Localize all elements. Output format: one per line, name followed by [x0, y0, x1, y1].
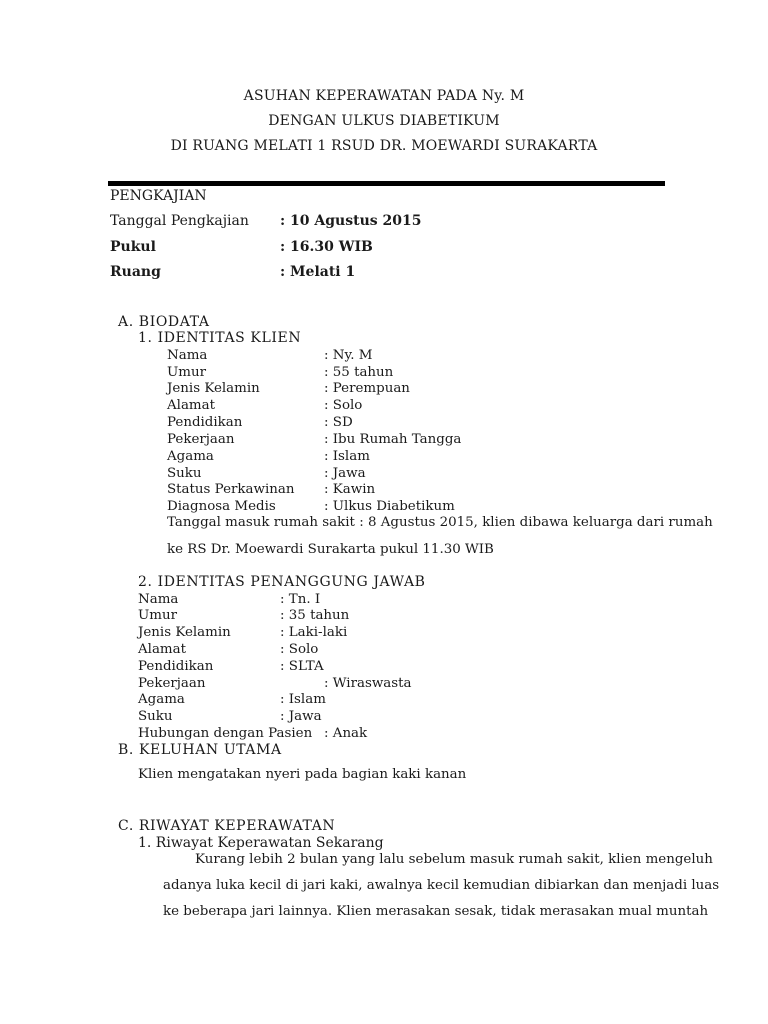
- penanggung-label: Hubungan dengan Pasien: [138, 726, 313, 741]
- klien-label: Alamat: [167, 398, 215, 413]
- penanggung-value: : Anak: [324, 726, 368, 741]
- klien-label: Diagnosa Medis: [167, 499, 276, 514]
- penanggung-value: : Islam: [280, 692, 326, 707]
- doc-title-line-1: ASUHAN KEPERAWATAN PADA Ny. M: [243, 88, 525, 104]
- klien-label: Jenis Kelamin: [167, 381, 260, 396]
- penanggung-label: Agama: [138, 692, 185, 707]
- klien-value: : Islam: [324, 449, 370, 464]
- penanggung-value: : Wiraswasta: [324, 676, 412, 691]
- keluhan-utama-text: Klien mengatakan nyeri pada bagian kaki kanan: [138, 767, 467, 782]
- klien-value: : Ibu Rumah Tangga: [324, 432, 462, 447]
- penanggung-label: Umur: [138, 608, 178, 623]
- keluhan-utama-heading: B. KELUHAN UTAMA: [118, 742, 282, 758]
- riwayat-paragraph-line-1: Kurang lebih 2 bulan yang lalu sebelum masuk rumah sakit, klien mengeluh: [195, 852, 713, 867]
- penanggung-label: Pekerjaan: [138, 676, 206, 691]
- pengkajian-heading: PENGKAJIAN: [110, 188, 207, 204]
- klien-label: Umur: [167, 365, 207, 380]
- tanggal-pengkajian-label: Tanggal Pengkajian: [110, 213, 249, 229]
- ruang-label: Ruang: [110, 264, 161, 280]
- penanggung-value: : Solo: [280, 642, 319, 657]
- riwayat-keperawatan-heading: C. RIWAYAT KEPERAWATAN: [118, 818, 336, 834]
- penanggung-value: : Jawa: [280, 709, 322, 724]
- biodata-heading: A. BIODATA: [118, 314, 210, 330]
- tanggal-masuk-line-1: Tanggal masuk rumah sakit : 8 Agustus 2015, klien dibawa keluarga dari rumah: [167, 515, 713, 530]
- klien-value: : Perempuan: [324, 381, 410, 396]
- doc-title-line-3: DI RUANG MELATI 1 RSUD DR. MOEWARDI SURAKARTA: [170, 138, 598, 154]
- klien-value: : Kawin: [324, 482, 376, 497]
- klien-value: : Ny. M: [324, 348, 373, 363]
- doc-title-line-2: DENGAN ULKUS DIABETIKUM: [268, 113, 500, 129]
- klien-value: : 55 tahun: [324, 365, 394, 380]
- penanggung-value: : Tn. I: [280, 592, 321, 607]
- riwayat-paragraph-line-2: adanya luka kecil di jari kaki, awalnya kecil kemudian dibiarkan dan menjadi luas: [163, 878, 720, 893]
- ruang-value: : Melati 1: [280, 264, 356, 280]
- klien-value: : Ulkus Diabetikum: [324, 499, 455, 514]
- penanggung-label: Pendidikan: [138, 659, 214, 674]
- klien-value: : Solo: [324, 398, 363, 413]
- title-divider: [108, 181, 665, 186]
- riwayat-sekarang-heading: 1. Riwayat Keperawatan Sekarang: [138, 835, 384, 851]
- penanggung-label: Jenis Kelamin: [138, 625, 231, 640]
- klien-label: Suku: [167, 466, 202, 481]
- tanggal-pengkajian-value: : 10 Agustus 2015: [280, 213, 422, 229]
- pukul-label: Pukul: [110, 239, 156, 255]
- penanggung-value: : 35 tahun: [280, 608, 350, 623]
- klien-label: Agama: [167, 449, 214, 464]
- klien-label: Nama: [167, 348, 208, 363]
- penanggung-label: Suku: [138, 709, 173, 724]
- klien-label: Status Perkawinan: [167, 482, 295, 497]
- riwayat-paragraph-line-3: ke beberapa jari lainnya. Klien merasakan sesak, tidak merasakan mual muntah: [163, 904, 709, 919]
- klien-value: : SD: [324, 415, 353, 430]
- penanggung-label: Alamat: [138, 642, 186, 657]
- identitas-klien-heading: 1. IDENTITAS KLIEN: [138, 330, 302, 346]
- tanggal-masuk-line-2: ke RS Dr. Moewardi Surakarta pukul 11.30 WIB: [167, 542, 494, 557]
- penanggung-value: : SLTA: [280, 659, 324, 674]
- identitas-penanggung-heading: 2. IDENTITAS PENANGGUNG JAWAB: [138, 574, 426, 590]
- penanggung-value: : Laki-laki: [280, 625, 348, 640]
- klien-label: Pendidikan: [167, 415, 243, 430]
- klien-label: Pekerjaan: [167, 432, 235, 447]
- penanggung-label: Nama: [138, 592, 179, 607]
- klien-value: : Jawa: [324, 466, 366, 481]
- pukul-value: : 16.30 WIB: [280, 239, 373, 255]
